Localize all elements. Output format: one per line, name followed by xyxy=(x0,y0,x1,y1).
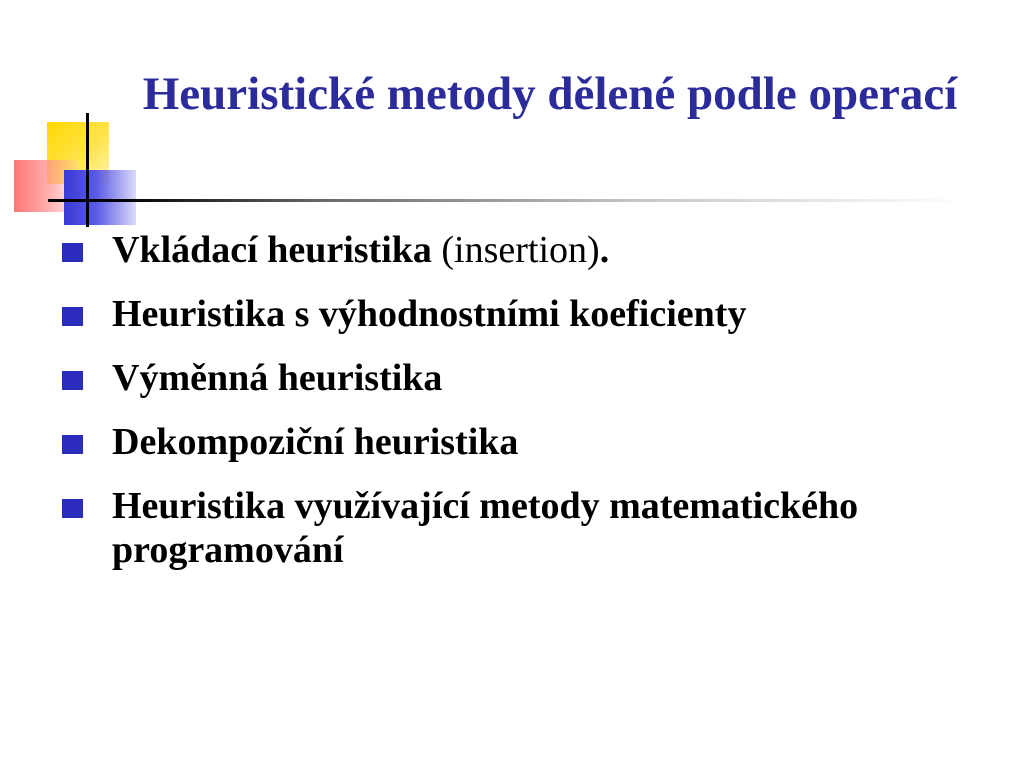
slide-title: Heuristické metody dělené podle operací xyxy=(142,68,958,120)
square-bullet-icon xyxy=(62,307,83,326)
list-item xyxy=(60,484,980,572)
bullet-text-bold: Vkládací heuristika xyxy=(112,229,432,271)
square-bullet-icon xyxy=(62,435,83,454)
square-bullet-icon xyxy=(62,499,83,518)
bullet-text-bold: Dekompoziční heuristika xyxy=(112,421,519,463)
list-item xyxy=(60,228,980,272)
bullet-text-normal: (insertion) xyxy=(431,229,600,271)
bullet-text-bold: Výměnná heuristika xyxy=(112,357,443,399)
bullet-text-bold: Heuristika s výhodnostními koeficienty xyxy=(112,293,747,335)
list-item xyxy=(60,420,980,464)
bullet-text-tail: . xyxy=(599,229,610,271)
title-underline-divider xyxy=(48,199,968,202)
list-item xyxy=(60,356,980,400)
vertical-line-decoration xyxy=(86,113,89,227)
list-item xyxy=(60,292,980,336)
bullet-text-bold: Heuristika využívající metody matematického programování xyxy=(112,485,859,571)
square-bullet-icon xyxy=(62,243,83,262)
bullet-list xyxy=(60,228,980,592)
square-bullet-icon xyxy=(62,371,83,390)
blue-square-decoration xyxy=(64,170,136,225)
